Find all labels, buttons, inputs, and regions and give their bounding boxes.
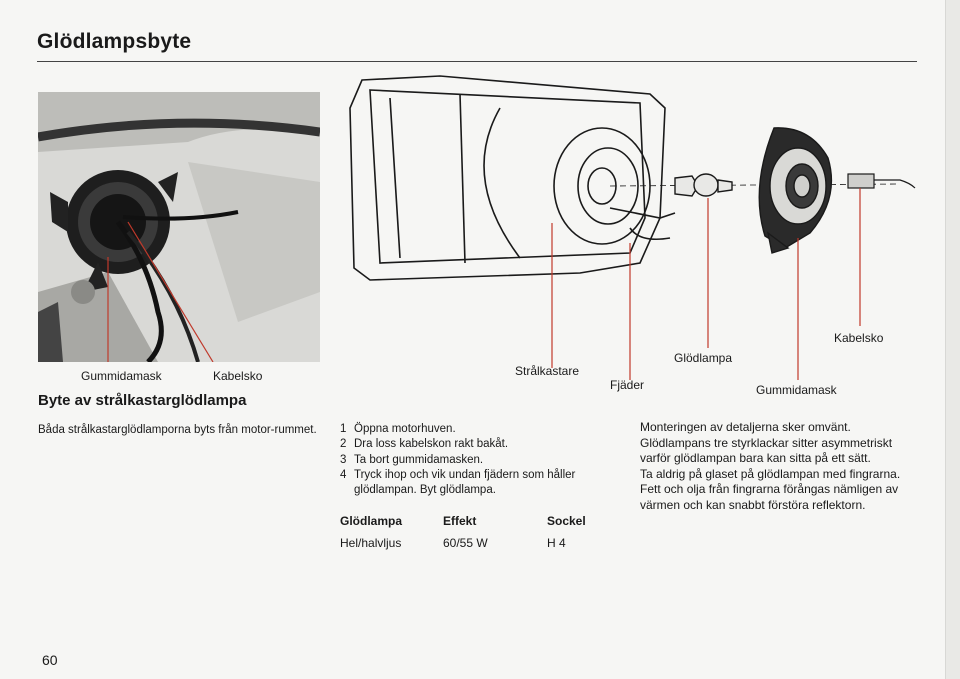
intro-text: Båda strålkastarglödlamporna byts från motor-rummet. — [38, 424, 317, 436]
page-title: Glödlampsbyte — [37, 30, 192, 53]
bulb-spec-table — [340, 514, 600, 558]
photo-label-gummidamask: Gummidamask — [81, 369, 162, 383]
spec-cell-socket: H 4 — [547, 536, 566, 550]
step-text: Tryck ihop och vik undan fjädern som håller glödlampan. Byt glödlampa. — [354, 468, 576, 497]
spec-header-glodlampa: Glödlampa — [340, 514, 403, 528]
step-text: Ta bort gummidamasken. — [354, 453, 484, 466]
assembly-notes — [640, 420, 921, 513]
spec-header-row — [340, 514, 600, 536]
page-number: 60 — [42, 652, 58, 668]
diagram-label-fjader: Fjäder — [610, 378, 645, 392]
instruction-steps — [340, 422, 630, 498]
step-item — [340, 437, 630, 452]
spec-header-sockel: Sockel — [547, 514, 586, 528]
spec-cell-power: 60/55 W — [443, 536, 488, 550]
section-heading: Byte av strålkastarglödlampa — [38, 392, 247, 409]
step-number: 2 — [340, 438, 347, 451]
engine-bay-photo — [38, 92, 320, 362]
note-paragraph: Monteringen av detaljerna sker omvänt. Glödlampans tre styrklackar sitter asymmetriskt varför glödlampan bara kan sitta på ett sätt. — [640, 420, 893, 465]
diagram-label-gummidamask: Gummidamask — [756, 383, 837, 397]
step-number: 4 — [340, 468, 347, 481]
step-item — [340, 468, 630, 499]
headlight-exploded-diagram — [340, 68, 930, 408]
diagram-label-kabelsko: Kabelsko — [834, 331, 884, 345]
note-paragraph: Ta aldrig på glaset på glödlampan med fingrarna. — [640, 466, 901, 481]
spec-cell-type: Hel/halvljus — [340, 536, 402, 550]
step-number: 3 — [340, 453, 347, 466]
step-number: 1 — [340, 423, 347, 435]
step-text: Öppna motorhuven. — [354, 423, 456, 435]
title-rule — [37, 61, 917, 62]
diagram-label-glodlampa: Glödlampa — [674, 351, 733, 365]
page-edge — [945, 0, 960, 679]
photo-label-kabelsko: Kabelsko — [213, 369, 263, 383]
step-text: Dra loss kabelskon rakt bakåt. — [354, 438, 509, 451]
spec-row — [340, 536, 600, 558]
step-item — [340, 422, 630, 437]
spec-header-effekt: Effekt — [443, 514, 477, 528]
note-paragraph: Fett och olja från fingrarna förångas nämligen av värmen och kan snabbt förstöra reflektorn. — [640, 482, 899, 512]
step-item — [340, 453, 630, 468]
diagram-label-stralkastare: Strålkastare — [515, 364, 580, 378]
